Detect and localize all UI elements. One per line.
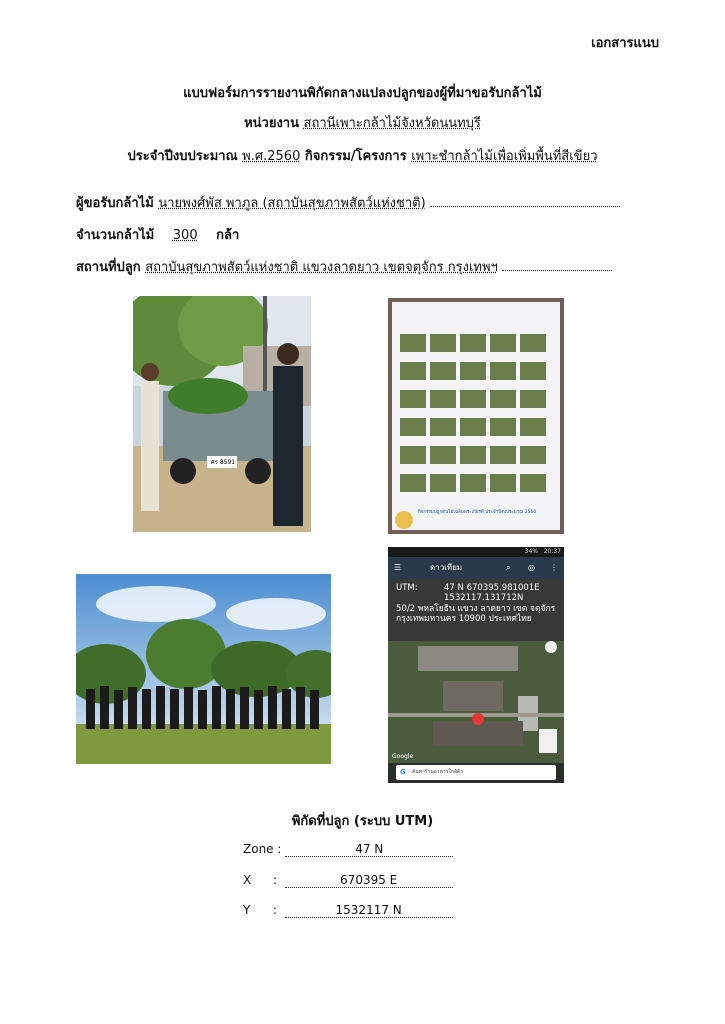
satellite-map[interactable] (388, 641, 564, 763)
fiscal-row (0, 145, 725, 166)
quantity-value: 300 (172, 228, 198, 243)
activity-value: เพาะชำกล้าไม้เพื่อเพิ่มพื้นที่สีเขียว (411, 149, 598, 164)
quantity-unit: กล้า (216, 228, 240, 243)
phone-map-screenshot (388, 547, 564, 783)
map-app-title: ดาวเทียม (430, 563, 463, 572)
x-colon: : (272, 873, 277, 887)
location-label: สถานที่ปลูก (76, 260, 141, 275)
photo-truck-svg (133, 296, 311, 532)
attachment-label: เอกสารแนบ (591, 36, 659, 51)
photo-document-sheet (388, 298, 564, 534)
phone-status-bar (388, 547, 564, 557)
more-icon[interactable]: ⋮ (550, 563, 558, 572)
zone-row (243, 842, 453, 857)
location-dots (502, 270, 612, 271)
map-search-text: ค้นหาร้านอาหารใกล้ตัว (412, 769, 463, 775)
map-app-bar (388, 557, 564, 579)
form-title: แบบฟอร์มการรายงานพิกัดกลางแปลงปลูกของผู้ที่มาขอรับกล้าไม้ (183, 86, 542, 101)
y-label: Y (243, 903, 251, 917)
utm-address: 50/2 พหลโยธิน แขวง ลาดยาว เขต จตุจักร กรุงเทพมหานคร 10900 ประเทศไทย (396, 604, 556, 624)
search-icon[interactable]: ⌕ (506, 563, 511, 572)
utm-line1: 47 N 670395.981001E (444, 583, 540, 593)
menu-icon[interactable]: ☰ (394, 563, 402, 572)
agency-label: หน่วยงาน (244, 116, 299, 131)
photo-group-svg (76, 574, 331, 764)
recipient-dots (430, 206, 620, 207)
status-time: 20:37 (543, 548, 561, 555)
y-row (243, 903, 453, 918)
location-row (76, 256, 612, 277)
location-value: สถาบันสุขภาพสัตว์แห่งชาติ แขวงลาดยาว เขตจตุจักร กรุงเทพฯ (145, 260, 498, 275)
recipient-row (76, 192, 620, 213)
y-value: 1532117 N (285, 903, 453, 918)
zone-value: 47 N (285, 842, 453, 857)
status-signal: 34% (524, 548, 538, 555)
y-colon: : (272, 903, 277, 917)
utm-label: UTM: (396, 583, 418, 593)
locate-icon[interactable]: ◎ (528, 563, 535, 572)
recipient-value: นายพงศ์พัส พาภูล (สถาบันสุขภาพสัตว์แห่งชาติ) (158, 196, 426, 211)
document-caption: กิจกรรมปลูกต้นไม้เฉลิมพระเกียรติ ประจำปีงบประมาณ 2560 (418, 510, 537, 515)
utm-line2: 1532117.131712N (444, 593, 524, 603)
agency-value: สถานีเพาะกล้าไม้จังหวัดนนทบุรี (303, 116, 481, 131)
fiscal-label: ประจำปีงบประมาณ (127, 149, 238, 164)
utm-info-panel (388, 579, 564, 641)
recipient-label: ผู้ขอรับกล้าไม้ (76, 196, 154, 211)
quantity-row (76, 224, 239, 245)
x-row (243, 873, 453, 888)
google-g-icon: G (400, 768, 406, 776)
zone-label: Zone : (243, 842, 282, 856)
x-label: X (243, 873, 252, 887)
coordinates-title: พิกัดที่ปลูก (ระบบ UTM) (291, 814, 434, 829)
photo-truck-seedlings (133, 296, 311, 532)
x-value: 670395 E (285, 873, 453, 888)
photo-document-svg (388, 298, 564, 534)
google-label: Google (392, 753, 414, 760)
agency-row (0, 112, 725, 133)
photo-group (76, 574, 331, 764)
truck-plate: ศร 8591 (210, 459, 236, 466)
map-search-bar[interactable] (396, 765, 556, 780)
activity-label: กิจกรรม/โครงการ (304, 149, 407, 164)
fiscal-value: พ.ศ.2560 (242, 149, 301, 164)
quantity-label: จำนวนกล้าไม้ (76, 228, 155, 243)
